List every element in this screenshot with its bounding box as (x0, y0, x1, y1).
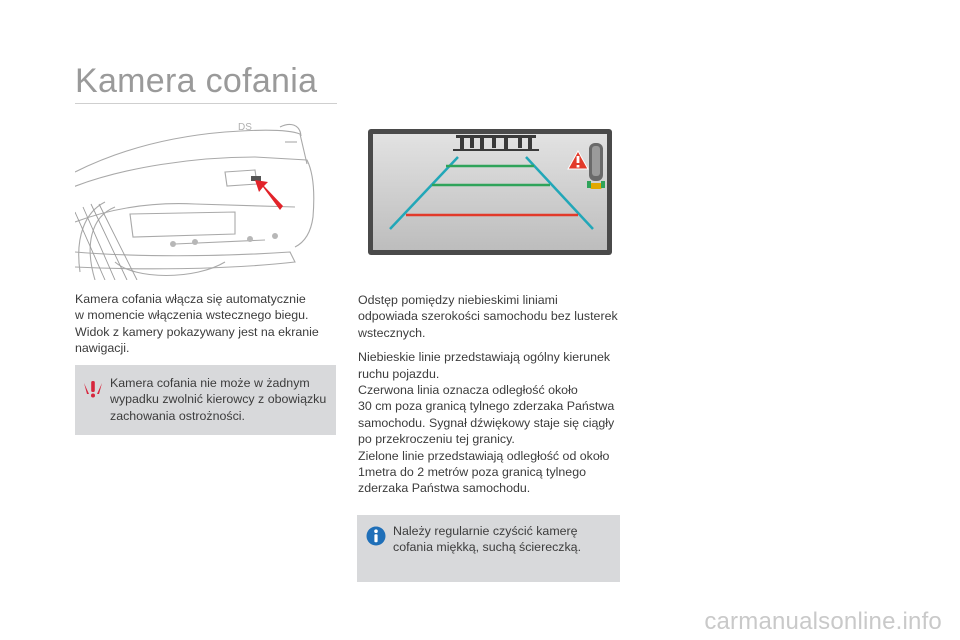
svg-text:DS: DS (238, 122, 252, 133)
text-line: ruchu pojazdu. (358, 366, 440, 381)
car-rear-illustration (75, 112, 335, 280)
text-line: Należy regularnie czyścić kamerę (393, 524, 578, 538)
info-note (357, 515, 620, 582)
text-line: Kamera cofania włącza się automatycznie (75, 292, 306, 306)
text-line: po przekroczeniu tej granicy. (358, 432, 515, 447)
camera-activation-paragraph (75, 291, 337, 357)
text-line: Zielone linie przedstawiają odległość od około (358, 448, 610, 463)
info-icon (366, 526, 386, 546)
warning-note (75, 365, 336, 435)
paragraph-lines-meaning (358, 349, 626, 497)
rear-camera-view (368, 129, 612, 255)
info-text (393, 523, 615, 556)
text-line: 1metra do 2 metrów poza granicą tylnego (358, 465, 586, 480)
text-line: zderzaka Państwa samochodu. (358, 481, 531, 496)
text-line: wypadku zwolnić kierowcy z obowiązku (110, 392, 327, 407)
text-line: Kamera cofania nie może w żadnym (110, 376, 310, 390)
text-line: Odstęp pomiędzy niebieskimi liniami (358, 293, 558, 307)
warning-text (110, 375, 332, 424)
watermark: carmanualsonline.info (704, 608, 942, 635)
text-line: nawigacji. (75, 341, 130, 356)
text-line: Widok z kamery pokazywany jest na ekranie (75, 324, 319, 339)
guide-lines-description (358, 292, 626, 505)
page-title: Kamera cofania (75, 62, 318, 100)
text-line: odpowiada szerokości samochodu bez lusterek (358, 309, 618, 324)
exclamation-icon (83, 379, 103, 399)
text-line: cofania miękką, suchą ściereczką. (393, 540, 582, 555)
text-line: Niebieskie linie przedstawiają ogólny kierunek (358, 350, 611, 365)
text-line: 30 cm poza granicą tylnego zderzaka Państwa (358, 399, 615, 414)
text-line: Czerwona linia oznacza odległość około (358, 383, 578, 398)
title-divider (75, 103, 337, 104)
text-line: zachowania ostrożności. (110, 408, 245, 423)
text-line: w momencie włączenia wstecznego biegu. (75, 308, 309, 323)
paragraph-width (358, 292, 626, 341)
text-line: samochodu. Sygnał dźwiękowy staje się ciągły (358, 415, 615, 430)
text-line: wstecznych. (358, 325, 426, 340)
